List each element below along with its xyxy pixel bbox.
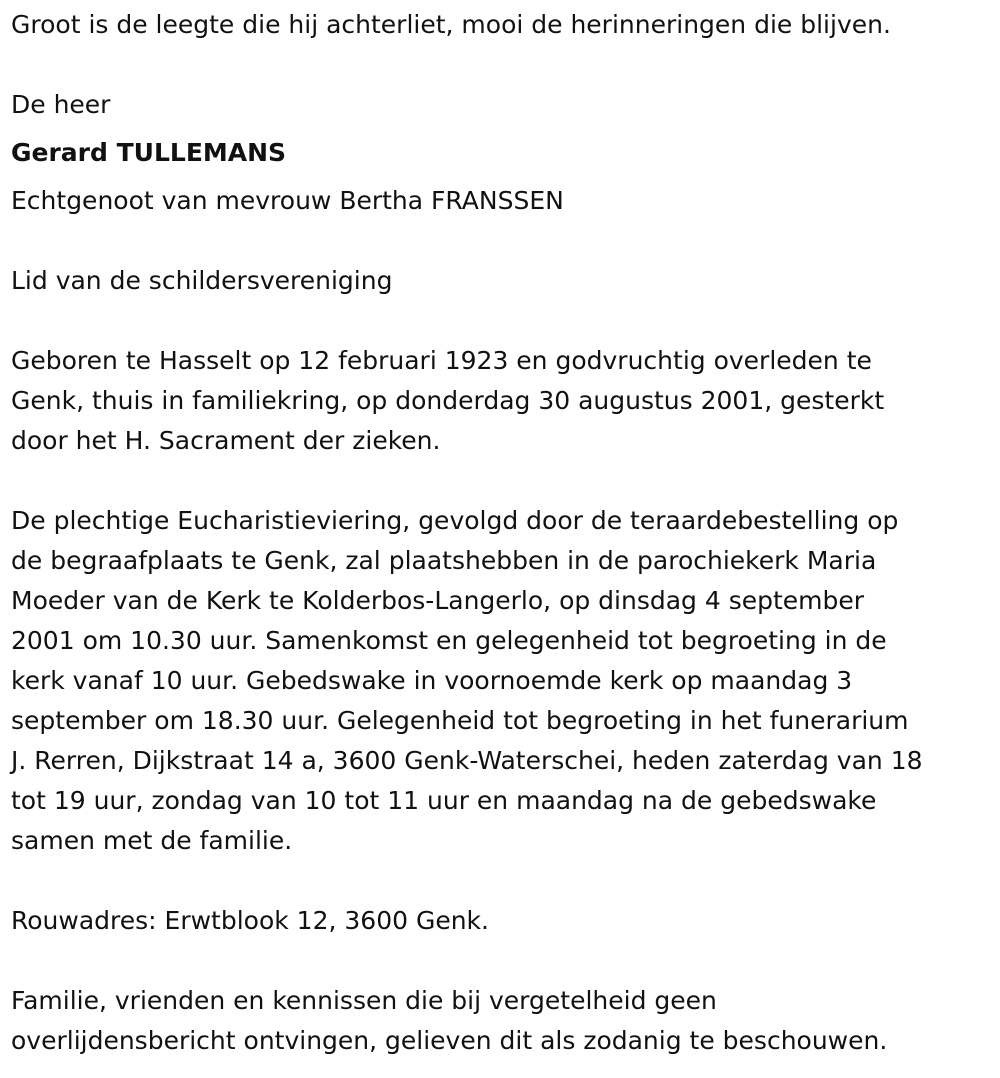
deceased-name: Gerard TULLEMANS bbox=[11, 138, 287, 167]
obituary-notice bbox=[11, 5, 981, 1061]
spacer bbox=[11, 301, 981, 341]
paragraph-line: tot 19 uur, zondag van 10 tot 11 uur en maandag na de gebedswake bbox=[11, 786, 877, 815]
paragraph-line: samen met de familie. bbox=[11, 826, 293, 855]
paragraph-line: 2001 om 10.30 uur. Samenkomst en gelegenheid tot begroeting in de bbox=[11, 626, 887, 655]
paragraph-line: Genk, thuis in familiekring, op donderdag 30 augustus 2001, gesterkt bbox=[11, 386, 885, 415]
paragraph-line: de begraafplaats te Genk, zal plaatshebben in de parochiekerk Maria bbox=[11, 546, 877, 575]
spacer bbox=[11, 941, 981, 981]
paragraph-line: Moeder van de Kerk te Kolderbos-Langerlo, op dinsdag 4 september bbox=[11, 586, 865, 615]
spacer bbox=[11, 45, 981, 85]
membership-line: Lid van de schildersvereniging bbox=[11, 266, 393, 295]
birth-death-paragraph bbox=[11, 341, 981, 461]
ceremony-paragraph bbox=[11, 501, 981, 861]
paragraph-line: kerk vanaf 10 uur. Gebedswake in voornoemde kerk op maandag 3 bbox=[11, 666, 853, 695]
spacer bbox=[11, 461, 981, 501]
paragraph-line: door het H. Sacrament der zieken. bbox=[11, 426, 441, 455]
spacer bbox=[11, 861, 981, 901]
paragraph-line: J. Rerren, Dijkstraat 14 a, 3600 Genk-Waterschei, heden zaterdag van 18 bbox=[11, 746, 923, 775]
paragraph-line: september om 18.30 uur. Gelegenheid tot begroeting in het funerarium bbox=[11, 706, 909, 735]
closing-paragraph bbox=[11, 981, 981, 1061]
paragraph-line: overlijdensbericht ontvingen, gelieven dit als zodanig te beschouwen. bbox=[11, 1026, 888, 1055]
spouse-line: Echtgenoot van mevrouw Bertha FRANSSEN bbox=[11, 186, 564, 215]
spacer bbox=[11, 221, 981, 261]
paragraph-line: Geboren te Hasselt op 12 februari 1923 en godvruchtig overleden te bbox=[11, 346, 872, 375]
paragraph-line: Familie, vrienden en kennissen die bij vergetelheid geen bbox=[11, 986, 717, 1015]
motto: Groot is de leegte die hij achterliet, mooi de herinneringen die blijven. bbox=[11, 10, 891, 39]
mourning-address: Rouwadres: Erwtblook 12, 3600 Genk. bbox=[11, 906, 489, 935]
paragraph-line: De plechtige Eucharistieviering, gevolgd door de teraardebestelling op bbox=[11, 506, 899, 535]
honorific: De heer bbox=[11, 90, 111, 119]
